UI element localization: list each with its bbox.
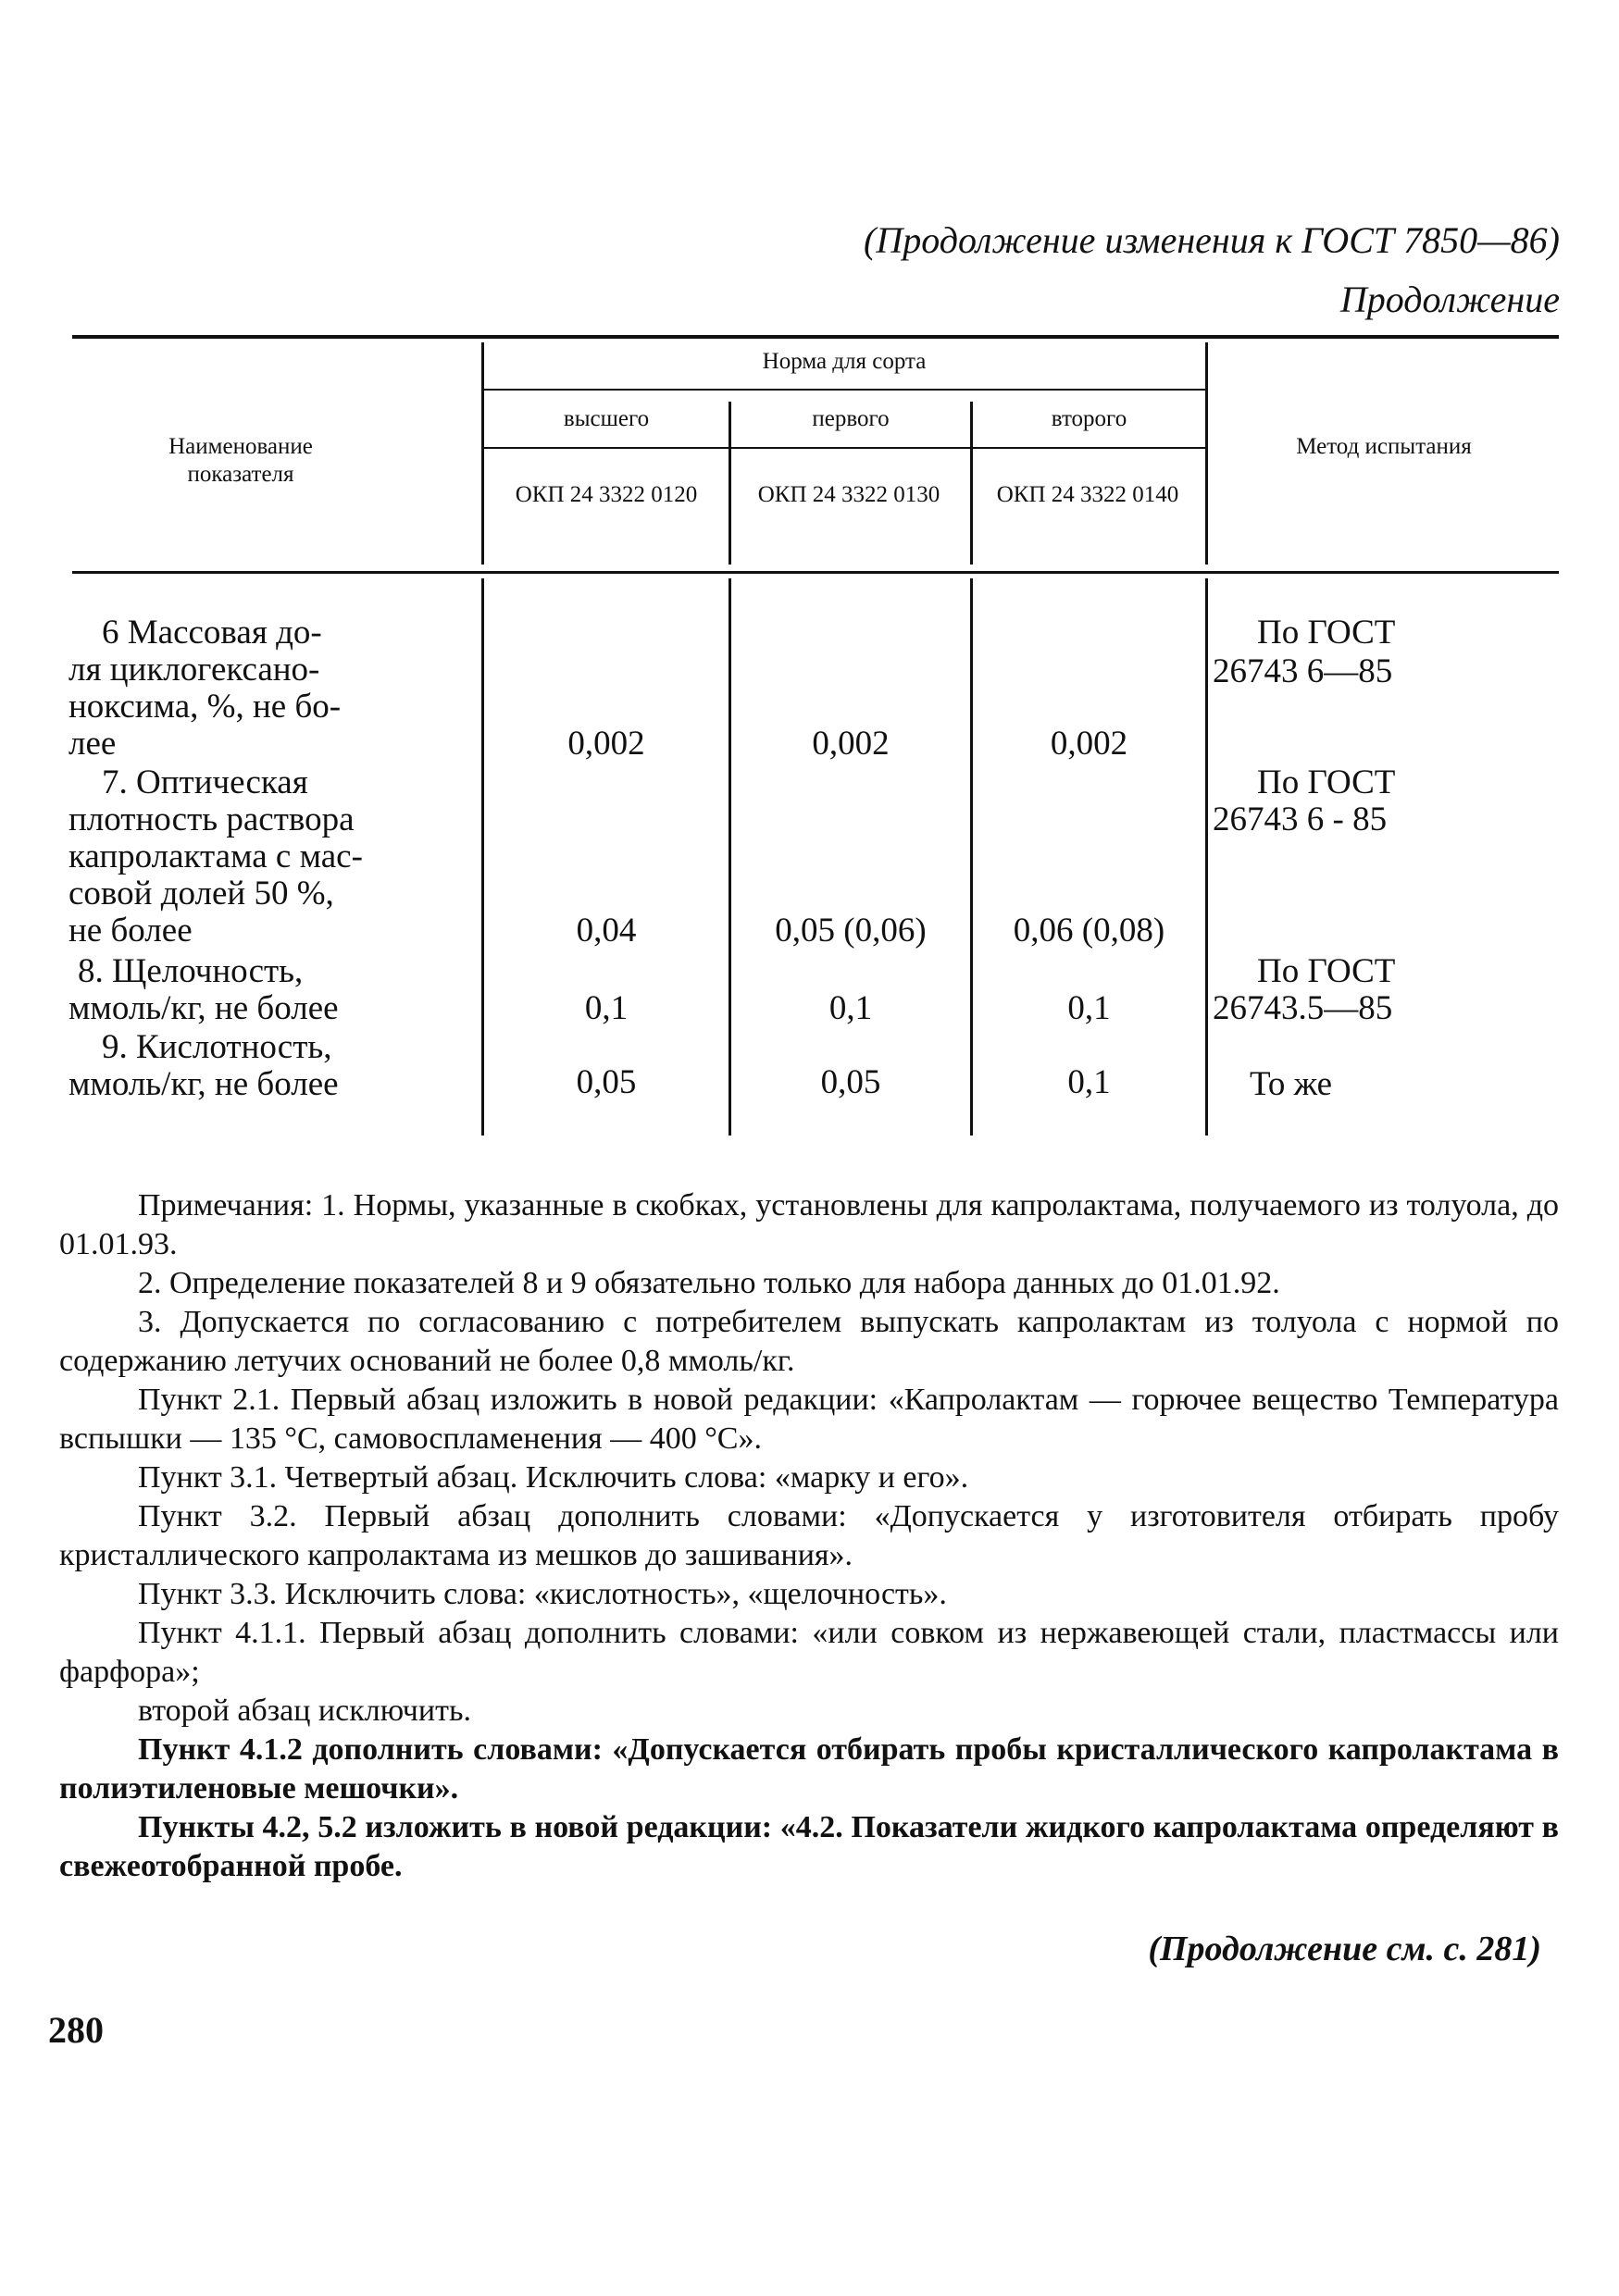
note-paragraph: Примечания: 1. Нормы, указанные в скобках, установлены для капролактама, получаемого из толуола, до 01.01.93. — [59, 1188, 1559, 1261]
row7-value-1: 0,04 — [576, 912, 637, 949]
row7-name-line3: капролактама с мас- — [68, 838, 363, 875]
col-divider-1 — [481, 342, 484, 565]
row8-value-3: 0,1 — [1067, 989, 1111, 1027]
row9-value-2: 0,05 — [820, 1063, 881, 1101]
grade-header-2: первого — [812, 406, 890, 431]
row6-value-2: 0,002 — [812, 725, 890, 763]
row6-method-line2: 26743 6—85 — [1213, 652, 1393, 690]
grade-underline — [483, 447, 1205, 449]
col-divider-2b — [729, 578, 731, 1136]
table-top-rule — [72, 335, 1559, 339]
col-divider-1b — [481, 578, 484, 1136]
column-header-name: Наименование показателя — [168, 434, 313, 487]
note-paragraph: 3. Допускается по согласованию с потребителем выпускать капролактам из толуола с нормой по содержанию летучих оснований не более 0,8 ммоль/кг. — [59, 1305, 1559, 1378]
amendment-paragraph: Пункт 4.1.1. Первый абзац дополнить словами: «или совком из нержавеющей стали, пластмассы или фарфора»; — [59, 1616, 1559, 1689]
row6-name-line1: 6 Массовая до- — [102, 614, 322, 652]
page-number: 280 — [48, 2009, 104, 2051]
row6-name-line2: ля циклогексано- — [68, 651, 320, 689]
row9-name-line2: ммоль/кг, не более — [68, 1065, 339, 1103]
row8-method-line2: 26743.5—85 — [1213, 989, 1393, 1027]
row9-value-3: 0,1 — [1067, 1063, 1111, 1101]
row6-name-line3: ноксима, %, не бо- — [68, 688, 342, 726]
amendment-paragraph: Пункт 3.2. Первый абзац дополнить словами: «Допускается у изготовителя отбирать пробу кристаллического капролактама из мешков до зашивания». — [59, 1499, 1559, 1572]
row9-method-line1: То же — [1250, 1065, 1333, 1103]
row6-value-1: 0,002 — [567, 725, 645, 763]
continued-on-label: (Продолжение см. с. 281) — [1148, 1930, 1541, 1968]
okp-code-3: ОКП 24 3322 0140 — [996, 482, 1179, 507]
row7-method-line1: По ГОСТ — [1257, 763, 1396, 801]
row7-name-line1: 7. Оптическая — [102, 763, 308, 801]
col-divider-3 — [970, 402, 973, 565]
col-divider-3b — [970, 578, 973, 1136]
row9-name-line1: 9. Кислотность, — [102, 1028, 332, 1066]
continuation-title: (Продолжение изменения к ГОСТ 7850—86) — [864, 219, 1560, 261]
col-divider-4b — [1205, 578, 1208, 1136]
row6-name-line4: лее — [68, 725, 117, 763]
amendment-paragraph: Пункт 2.1. Первый абзац изложить в новой редакции: «Капролактам — горючее вещество Температура вспышки — 135 °С, самовоспламенения — 400 °С». — [59, 1383, 1559, 1456]
amendment-paragraph: Пункт 3.3. Исключить слова: «кислотность», «щелочность». — [138, 1577, 947, 1611]
row8-value-1: 0,1 — [584, 989, 629, 1027]
column-header-method: Метод испытания — [1296, 434, 1472, 459]
grade-header-1: высшего — [563, 406, 650, 431]
grade-header-3: второго — [1051, 406, 1127, 431]
row7-name-line4: совой долей 50 %, — [68, 875, 334, 912]
amendment-paragraph: Пункт 4.1.2 дополнить словами: «Допускается отбирать пробы кристаллического капролактама в полиэтиленовые мешочки». — [59, 1732, 1559, 1806]
norm-header: Норма для сорта — [762, 349, 927, 374]
row9-value-1: 0,05 — [576, 1063, 637, 1101]
continuation-label: Продолжение — [1339, 279, 1560, 320]
row8-name-line1: 8. Щелочность, — [78, 952, 304, 990]
row7-value-2: 0,05 (0,06) — [775, 912, 927, 949]
amendment-paragraph: второй абзац исключить. — [138, 1694, 471, 1728]
row8-value-2: 0,1 — [828, 989, 873, 1027]
okp-code-1: ОКП 24 3322 0120 — [515, 482, 698, 507]
amendment-paragraph: Пункты 4.2, 5.2 изложить в новой редакции: «4.2. Показатели жидкого капролактама определяют в свежеотобранной пробе. — [59, 1810, 1559, 1883]
norm-underline — [483, 389, 1205, 391]
row8-name-line2: ммоль/кг, не более — [68, 989, 339, 1027]
col-divider-4 — [1205, 342, 1208, 565]
amendment-paragraph: Пункт 3.1. Четвертый абзац. Исключить слова: «марку и его». — [138, 1460, 969, 1495]
okp-code-2: ОКП 24 3322 0130 — [757, 482, 940, 507]
row7-name-line2: плотность раствора — [68, 800, 355, 838]
note-paragraph: 2. Определение показателей 8 и 9 обязательно только для набора данных до 01.01.92. — [138, 1266, 1280, 1300]
col-divider-2 — [729, 402, 731, 565]
row7-name-line5: не более — [68, 912, 193, 949]
row8-method-line1: По ГОСТ — [1257, 952, 1396, 990]
row6-value-3: 0,002 — [1050, 725, 1128, 763]
table-header-rule — [72, 571, 1559, 574]
row7-method-line2: 26743 6 - 85 — [1213, 800, 1388, 838]
notes-section — [59, 1186, 1559, 1886]
row6-method-line1: По ГОСТ — [1257, 614, 1396, 652]
row7-value-3: 0,06 (0,08) — [1013, 912, 1165, 949]
